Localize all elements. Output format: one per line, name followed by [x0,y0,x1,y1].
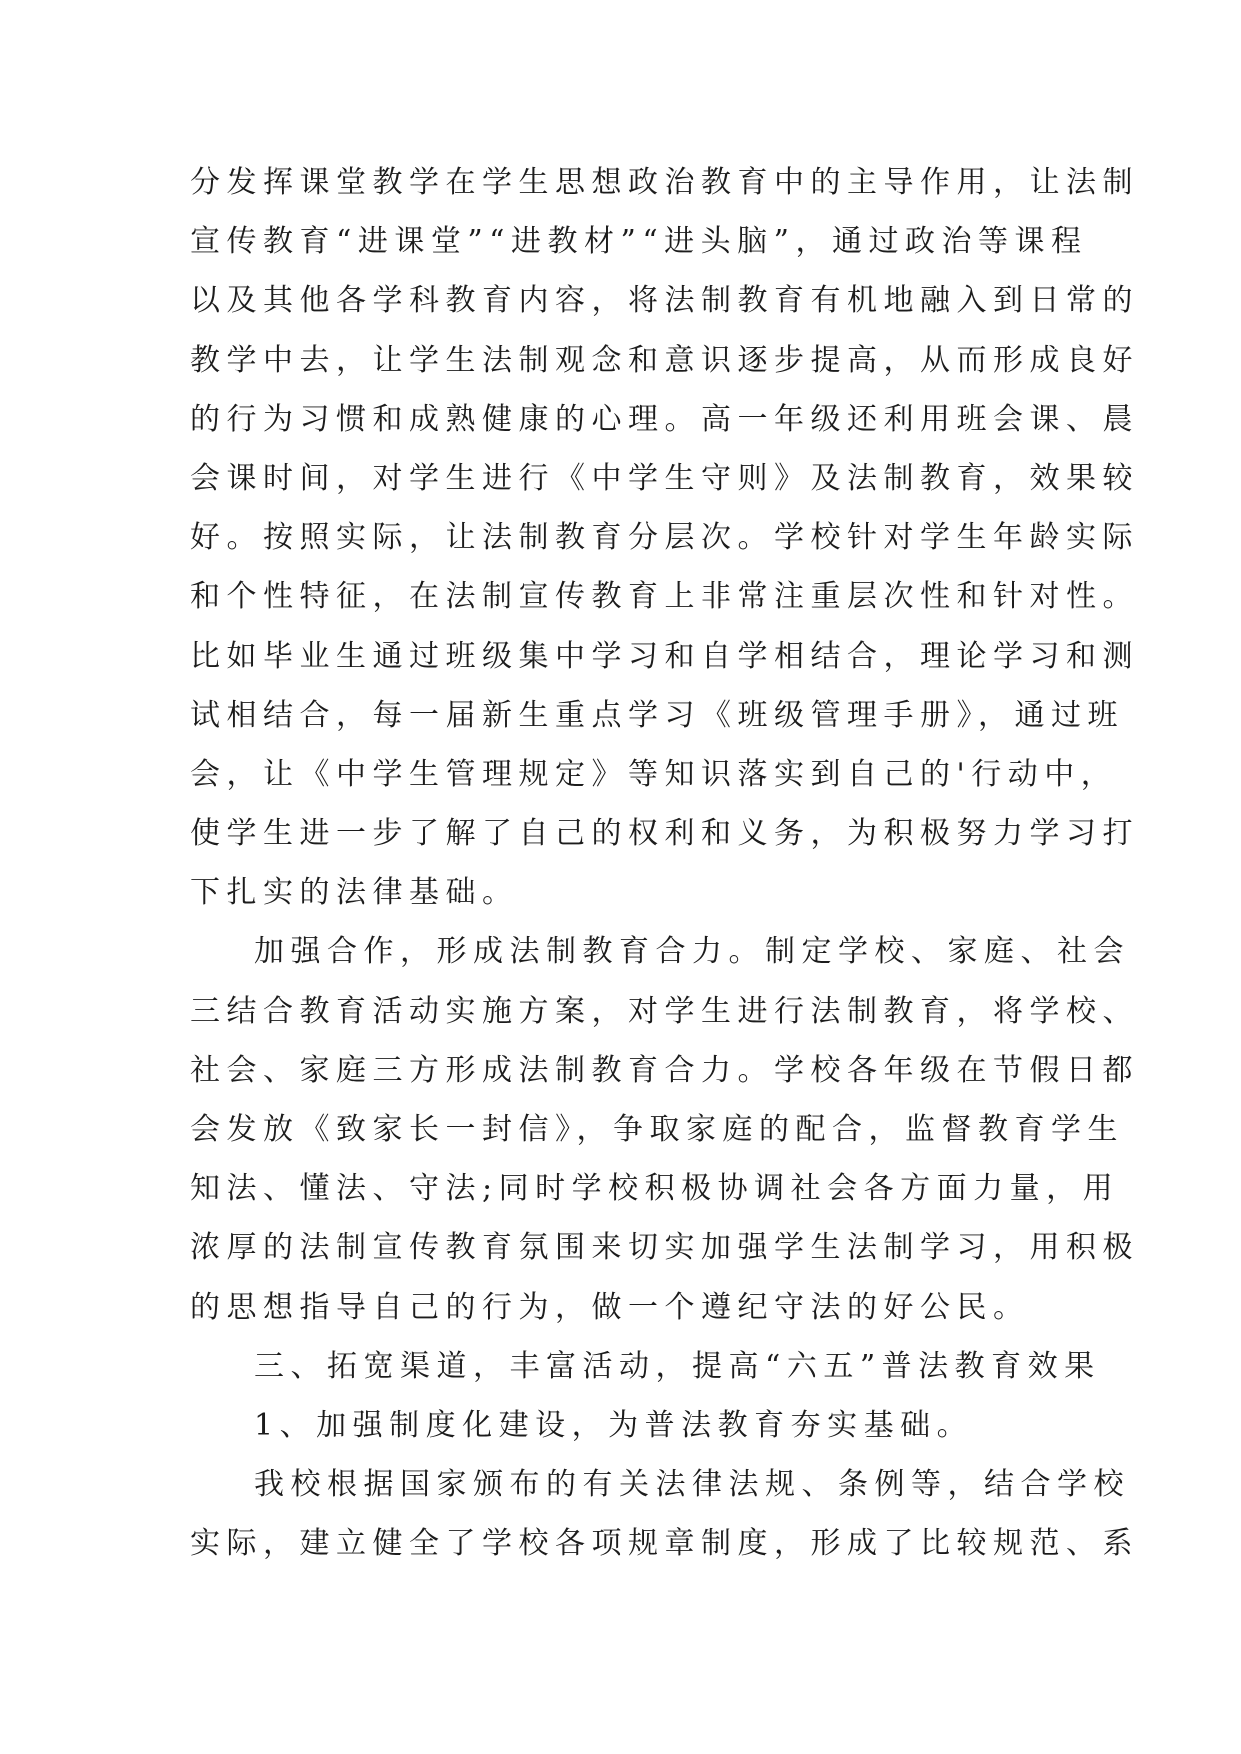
text-line: 浓厚的法制宣传教育氛围来切实加强学生法制学习，用积极 [190,1230,1139,1266]
text-line: 宣传教育“进课堂”“进教材”“进头脑”，通过政治等课程 [190,224,1088,260]
text-line: 以及其他各学科教育内容，将法制教育有机地融入到日常的 [190,283,1139,319]
text-line: 会，让《中学生管理规定》等知识落实到自己的'行动中， [190,756,1118,792]
text-line: 试相结合，每一届新生重点学习《班级管理手册》，通过班 [190,697,1124,733]
text-line: 使学生进一步了解了自己的权利和义务，为积极努力学习打 [190,816,1139,852]
paragraph-first-line: 我校根据国家颁布的有关法律法规、条例等，结合学校 [254,1467,1130,1503]
subsection-heading: 1、加强制度化建设，为普法教育夯实基础。 [254,1407,974,1443]
text-line: 下扎实的法律基础。 [190,875,519,911]
text-line: 教学中去，让学生法制观念和意识逐步提高，从而形成良好 [190,342,1139,378]
text-line: 实际，建立健全了学校各项规章制度，形成了比较规范、系 [190,1526,1139,1562]
text-line: 比如毕业生通过班级集中学习和自学相结合，理论学习和测 [190,638,1139,674]
paragraph-first-line: 加强合作，形成法制教育合力。制定学校、家庭、社会 [254,934,1130,970]
text-line: 会课时间，对学生进行《中学生守则》及法制教育，效果较 [190,460,1139,496]
text-line: 分发挥课堂教学在学生思想政治教育中的主导作用，让法制 [190,165,1139,200]
text-line: 社会、家庭三方形成法制教育合力。学校各年级在节假日都 [190,1052,1139,1088]
text-line: 知法、懂法、守法;同时学校积极协调社会各方面力量，用 [190,1171,1120,1207]
text-line: 的行为习惯和成熟健康的心理。高一年级还利用班会课、晨 [190,401,1139,437]
text-line: 和个性特征，在法制宣传教育上非常注重层次性和针对性。 [190,579,1139,615]
text-line: 的思想指导自己的行为，做一个遵纪守法的好公民。 [190,1289,1030,1325]
text-line: 会发放《致家长一封信》，争取家庭的配合，监督教育学生 [190,1112,1124,1147]
text-line: 好。按照实际，让法制教育分层次。学校针对学生年龄实际 [190,520,1139,556]
document-body [190,163,1139,1584]
text-line: 三结合教育活动实施方案，对学生进行法制教育，将学校、 [190,993,1139,1029]
section-heading: 三、拓宽渠道，丰富活动，提高“六五”普法教育效果 [254,1348,1101,1384]
